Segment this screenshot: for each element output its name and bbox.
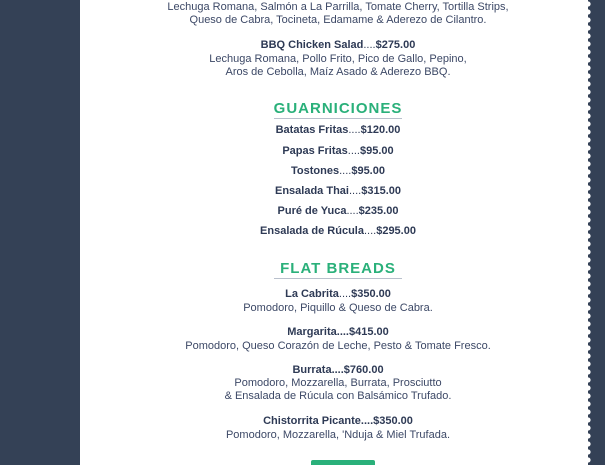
item-description: Pomodoro, Piquillo & Queso de Cabra. [243, 302, 433, 314]
item-description: Lechuga Romana, Salmón a La Parrilla, Tomate Cherry, Tortilla Strips, [167, 1, 509, 13]
item-price: $760.00 [343, 364, 384, 376]
item-description: Queso de Cabra, Tocineta, Edamame & Aderezo de Cilantro. [189, 14, 487, 26]
item-dots: .... [347, 145, 360, 157]
menu-page [96, 0, 580, 465]
item-name: BBQ Chicken Salad [260, 39, 364, 51]
item-dots-price [361, 415, 413, 427]
right-decorative-band [588, 0, 605, 465]
menu-item [96, 145, 580, 158]
perforated-edge-left [80, 0, 87, 465]
item-description: Pomodoro, Mozzarella, Burrata, Prosciutto [234, 377, 442, 389]
item-price: $95.00 [351, 165, 385, 177]
menu-item-bbq-chicken-salad [96, 39, 580, 52]
item-name: Puré de Yuca [277, 205, 347, 217]
item-name: Chistorrita Picante [263, 415, 361, 427]
menu-item [96, 225, 580, 238]
item-dots-price [337, 326, 389, 338]
menu-item [96, 326, 580, 339]
item-name: La Cabrita [285, 288, 339, 300]
item-price: $315.00 [361, 185, 401, 197]
item-description: & Ensalada de Rúcula con Balsámico Trufado. [224, 390, 452, 402]
item-price: $415.00 [349, 326, 389, 338]
section-heading-guarniciones: GUARNICIONES [273, 100, 403, 117]
item-price: $235.00 [358, 205, 399, 217]
perforated-edge-right [588, 0, 594, 465]
item-dots: .... [331, 364, 344, 376]
item-dots-price [332, 364, 384, 376]
item-name: Ensalada Thai [275, 185, 349, 197]
item-price: $95.00 [360, 145, 394, 157]
menu-item [96, 205, 580, 218]
item-dots: .... [339, 165, 352, 177]
item-price: $350.00 [373, 415, 413, 427]
item-description: Lechuga Romana, Pollo Frito, Pico de Gallo, Pepino, [209, 53, 467, 65]
item-name: Batatas Fritas [275, 124, 349, 136]
item-dots: .... [336, 326, 349, 338]
menu-item [96, 288, 580, 301]
item-dots: .... [346, 205, 359, 217]
menu-item [96, 185, 580, 198]
menu-item [96, 165, 580, 178]
item-dots: .... [348, 185, 362, 197]
item-description: Aros de Cebolla, Maíz Asado & Aderezo BBQ. [225, 66, 451, 78]
item-name: Burrata [292, 364, 332, 376]
item-price: $120.00 [360, 124, 401, 136]
menu-item [96, 415, 580, 428]
item-dots: .... [360, 415, 374, 427]
item-dots: .... [348, 124, 361, 136]
item-dots: .... [338, 288, 352, 300]
item-price: $275.00 [375, 39, 416, 51]
item-name: Ensalada de Rúcula [260, 225, 364, 237]
item-price: $295.00 [376, 225, 416, 237]
menu-item [96, 364, 580, 377]
left-decorative-band [0, 0, 80, 465]
item-name: Margarita [287, 326, 337, 338]
section-divider [274, 118, 402, 119]
item-name: Papas Fritas [282, 145, 348, 157]
section-heading-flat-breads: FLAT BREADS [280, 260, 396, 277]
menu-item [96, 124, 580, 137]
item-description: Pomodoro, Mozzarella, 'Nduja & Miel Trufada. [225, 429, 451, 441]
item-name: Tostones [291, 165, 340, 177]
item-price: $350.00 [351, 288, 391, 300]
item-dots: .... [363, 39, 376, 51]
section-divider [274, 278, 402, 279]
item-description: Pomodoro, Queso Corazón de Leche, Pesto & Tomate Fresco. [185, 340, 491, 352]
item-dots: .... [363, 225, 377, 237]
next-section-heading-partial [311, 460, 375, 465]
